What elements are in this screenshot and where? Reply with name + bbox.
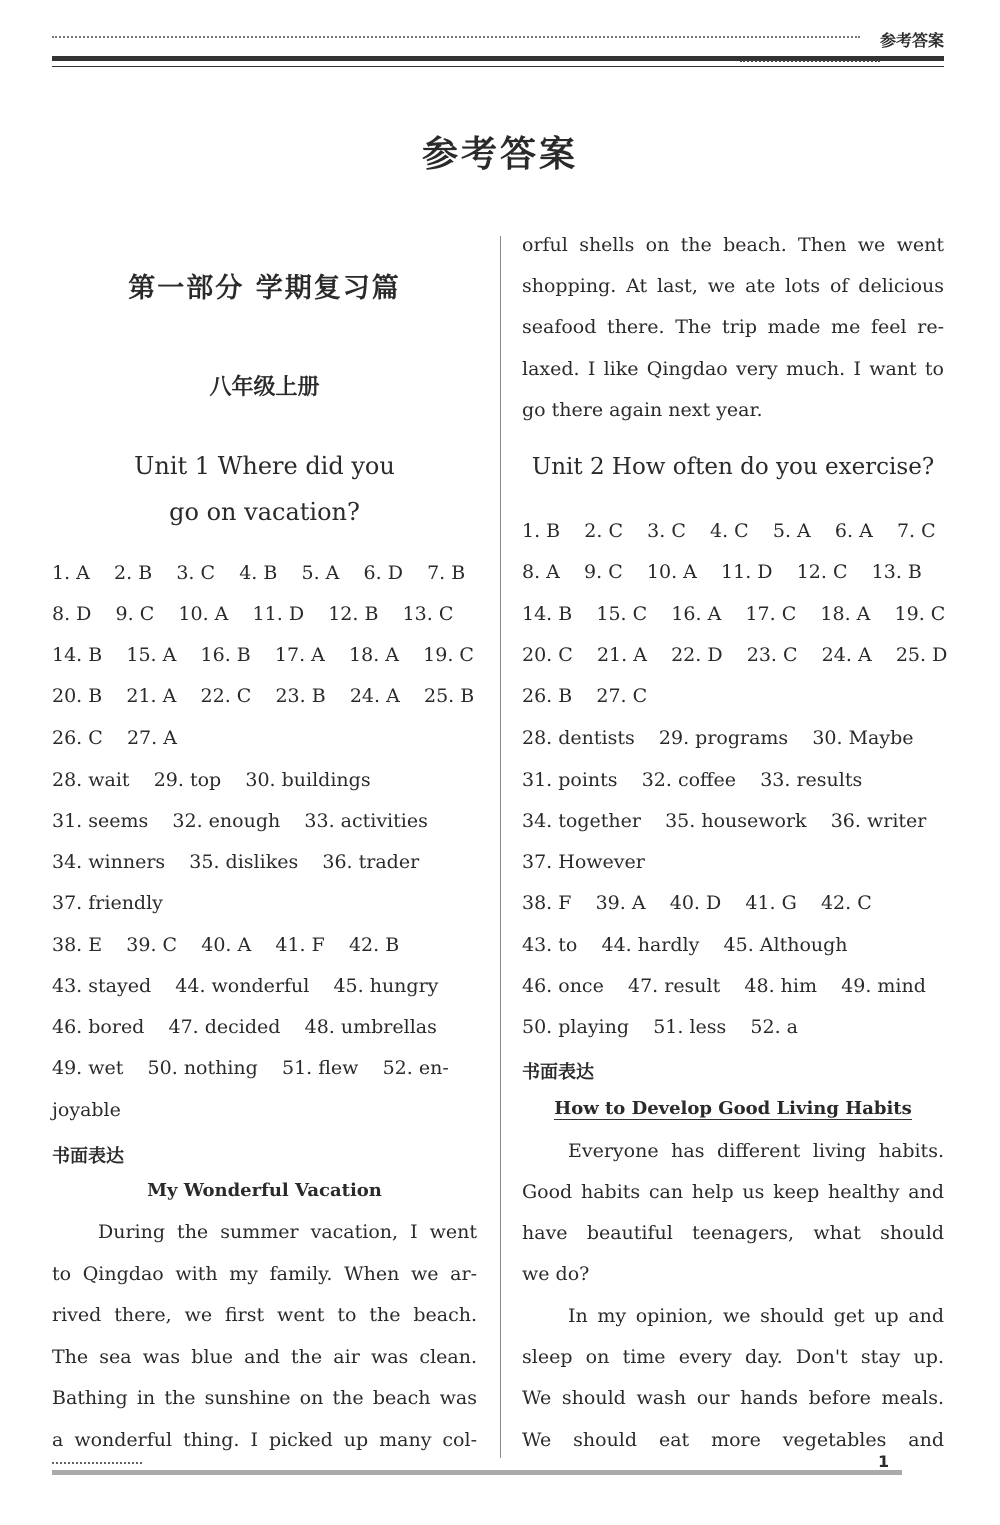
essay-line: During the summer vacation, I went: [98, 1221, 477, 1243]
essay-line: laxed. I like Qingdao very much. I want to: [522, 358, 944, 380]
essay-line: shopping. At last, we ate lots of delicious: [522, 275, 944, 297]
answer-line: 50. playing 51. less 52. a: [522, 1016, 799, 1038]
answer-line: 1. A 2. B 3. C 4. B 5. A 6. D 7. B: [52, 562, 466, 584]
header-label: 参考答案: [879, 31, 944, 50]
answer-line: 1. B 2. C 3. C 4. C 5. A 6. A 7. C: [522, 520, 936, 542]
essay-line: we do?: [522, 1263, 590, 1285]
essay-line: The sea was blue and the air was clean.: [52, 1346, 477, 1368]
page-title: 参考答案: [421, 134, 578, 175]
column-divider: [500, 236, 501, 1458]
writing-section-label: 书面表达: [52, 1146, 124, 1167]
header-chain-ornament: [740, 60, 880, 72]
essay-line: a wonderful thing. I picked up many col-: [52, 1429, 477, 1451]
answer-line: 46. bored 47. decided 48. umbrellas: [52, 1016, 437, 1038]
essay-line: Bathing in the sunshine on the beach was: [52, 1387, 477, 1409]
answer-line: 31. seems 32. enough 33. activities: [52, 810, 428, 832]
essay-title-text: How to Develop Good Living Habits: [554, 1098, 912, 1119]
page-number: 1: [878, 1452, 890, 1471]
essay-line: have beautiful teenagers, what should: [522, 1222, 944, 1244]
answer-line: 43. to 44. hardly 45. Although: [522, 934, 848, 956]
answer-line: 14. B 15. C 16. A 17. C 18. A 19. C: [522, 603, 946, 625]
answer-line: 43. stayed 44. wonderful 45. hungry: [52, 975, 439, 997]
answer-line: 37. friendly: [52, 892, 163, 914]
answer-line: 20. B 21. A 22. C 23. B 24. A 25. B: [52, 685, 475, 707]
essay-line: rived there, we first went to the beach.: [52, 1304, 477, 1326]
essay-line: We should eat more vegetables and: [522, 1429, 944, 1451]
answer-line: 28. wait 29. top 30. buildings: [52, 769, 371, 791]
essay-line: sleep on time every day. Don't stay up.: [522, 1346, 944, 1368]
header-dotted-rule: [52, 36, 860, 38]
essay-line: seafood there. The trip made me feel re-: [522, 316, 944, 338]
answer-line: 46. once 47. result 48. him 49. mind: [522, 975, 926, 997]
essay-line: In my opinion, we should get up and: [568, 1305, 944, 1327]
unit1-title-line2: go on vacation?: [169, 498, 360, 526]
essay-line: to Qingdao with my family. When we ar-: [52, 1263, 477, 1285]
answer-line: 26. B 27. C: [522, 685, 648, 707]
essay-line: go there again next year.: [522, 399, 763, 421]
writing-section-label: 书面表达: [522, 1062, 594, 1083]
answer-line: 20. C 21. A 22. D 23. C 24. A 25. D: [522, 644, 948, 666]
essay-line: Good habits can help us keep healthy and: [522, 1181, 944, 1203]
answer-line: 14. B 15. A 16. B 17. A 18. A 19. C: [52, 644, 474, 666]
answer-line: 8. D 9. C 10. A 11. D 12. B 13. C: [52, 603, 454, 625]
answer-line: 8. A 9. C 10. A 11. D 12. C 13. B: [522, 561, 922, 583]
unit1-title-line1: Unit 1 Where did you: [134, 452, 395, 480]
answer-line: 49. wet 50. nothing 51. flew 52. en-: [52, 1057, 449, 1079]
essay-line: orful shells on the beach. Then we went: [522, 234, 944, 256]
answer-line: 26. C 27. A: [52, 727, 177, 749]
unit2-title: Unit 2 How often do you exercise?: [531, 454, 935, 480]
footer-dotted-rule: [52, 1462, 142, 1464]
answer-line: 34. winners 35. dislikes 36. trader: [52, 851, 420, 873]
answer-line: 38. E 39. C 40. A 41. F 42. B: [52, 934, 400, 956]
answer-line: 31. points 32. coffee 33. results: [522, 769, 863, 791]
footer-rule: [52, 1470, 902, 1475]
answer-line: joyable: [52, 1099, 121, 1121]
answer-line: 34. together 35. housework 36. writer: [522, 810, 927, 832]
essay-title: My Wonderful Vacation: [147, 1180, 382, 1201]
answer-line: 28. dentists 29. programs 30. Maybe: [522, 727, 914, 749]
essay-title: [522, 1098, 944, 1119]
part-title: 第一部分 学期复习篇: [128, 273, 401, 304]
answer-line: 37. However: [522, 851, 645, 873]
grade-title: 八年级上册: [209, 375, 320, 400]
answer-line: 38. F 39. A 40. D 41. G 42. C: [522, 892, 872, 914]
essay-line: We should wash our hands before meals.: [522, 1387, 944, 1409]
essay-line: Everyone has different living habits.: [568, 1140, 944, 1162]
